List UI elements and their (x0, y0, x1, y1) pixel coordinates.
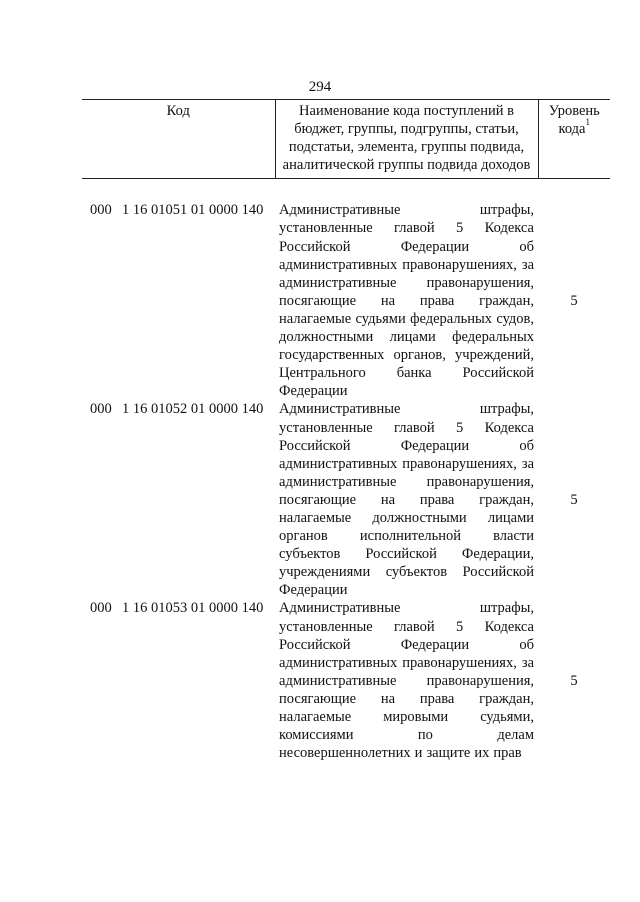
name-word: правонарушениях, (402, 654, 517, 671)
name-line (279, 328, 534, 346)
name-word: Федерации (400, 238, 470, 255)
name-word: субъектов (279, 546, 341, 563)
page-number: 294 (308, 79, 332, 95)
name-word: органов (279, 528, 328, 545)
name-word: должностными (372, 509, 467, 526)
name-word: за (521, 654, 535, 671)
name-line (279, 346, 534, 364)
name-word: главой (394, 419, 435, 436)
name-word: правонарушения, (426, 672, 535, 689)
name-line (279, 310, 534, 328)
table-row (82, 201, 610, 400)
name-line (279, 636, 534, 654)
name-line (279, 545, 534, 563)
name-word: Федерации (400, 437, 470, 454)
name-word: судов, (496, 310, 535, 327)
name-word: делам (497, 727, 535, 744)
name-word: за (521, 455, 535, 472)
name-word: и (414, 745, 423, 762)
name-line (279, 400, 534, 418)
name-line (279, 455, 534, 473)
name-word: власти (493, 528, 535, 545)
revenue-name-cell (275, 201, 538, 400)
name-word: Российской (279, 238, 351, 255)
name-word: граждан, (479, 292, 534, 309)
name-word: административные (279, 672, 397, 689)
name-word: федеральных (452, 329, 534, 346)
name-line (279, 654, 534, 672)
name-word: учреждений, (455, 347, 534, 364)
name-word: защите (426, 745, 471, 762)
name-word: налагаемые (279, 509, 352, 526)
name-line (279, 274, 534, 292)
name-line (279, 726, 534, 744)
name-word: административные (279, 274, 397, 291)
name-word: Административные (279, 600, 401, 617)
column-header-name: Наименование кода поступлений в бюджет, группы, подгруппы, статьи, подстатьи, элемента, группы подвида, аналитической группы подвида доходов (275, 100, 538, 179)
name-word: установленные (279, 618, 373, 635)
name-word: по (417, 727, 433, 744)
name-word: Российской (279, 437, 351, 454)
header-spacer (82, 179, 610, 202)
name-word: права (419, 690, 455, 707)
name-word: посягающие (279, 292, 357, 309)
name-word: мировыми (383, 709, 449, 725)
name-word: правонарушения, (426, 473, 535, 490)
name-line (279, 201, 534, 219)
name-word: субъектов (385, 564, 448, 581)
name-line (279, 364, 534, 382)
name-word: исполнительной (359, 528, 462, 545)
name-word: административные (279, 473, 397, 490)
name-word: Российской (365, 546, 437, 563)
name-word: Центрального (279, 365, 366, 382)
name-word: Российской (279, 636, 351, 653)
name-word: об (519, 636, 535, 653)
name-word: Российской (462, 365, 534, 382)
name-word: правонарушениях, (402, 455, 517, 472)
name-word: об (519, 238, 535, 255)
name-word: 5 (456, 618, 464, 635)
name-word: правонарушениях, (402, 256, 517, 273)
name-line (279, 690, 534, 708)
budget-revenue-codes-table (82, 99, 610, 762)
name-word: их (474, 745, 490, 762)
code-level-cell: 5 (570, 292, 578, 309)
name-word: Административные (279, 202, 401, 219)
table-row (82, 599, 610, 762)
name-word: Федерации (400, 636, 470, 653)
name-word: прав (493, 745, 522, 762)
name-word: на (380, 491, 396, 508)
name-word: 5 (456, 419, 464, 436)
name-line (279, 491, 534, 509)
name-word: банка (396, 365, 432, 382)
level-header-text: Уровень кода (548, 103, 600, 138)
name-line (279, 256, 534, 274)
table-row (82, 400, 610, 599)
name-word: штрафы, (479, 600, 535, 617)
level-header-footnote: 1 (585, 117, 590, 128)
name-word: за (521, 256, 535, 273)
name-word: учреждениями (279, 564, 371, 581)
revenue-name-cell (275, 400, 538, 599)
admin-code-cell: 000 (90, 202, 112, 219)
name-word: налагаемые (279, 709, 352, 725)
name-word: несовершеннолетних (279, 745, 411, 762)
name-word: лицами (487, 509, 535, 526)
revenue-code-cell: 1 16 01053 01 0000 140 (122, 600, 264, 617)
name-word: главой (394, 220, 435, 237)
name-word: Федерации (279, 582, 348, 599)
name-word: установленные (279, 419, 373, 436)
name-word: должностными (279, 329, 374, 346)
name-line (279, 473, 534, 491)
name-line (279, 581, 534, 599)
name-word: административных (279, 256, 398, 273)
name-word: правонарушения, (426, 274, 535, 291)
name-word: главой (394, 618, 435, 635)
name-word: Федерации, (461, 546, 535, 563)
name-word: административных (279, 455, 398, 472)
name-word: Кодекса (484, 618, 534, 635)
name-word: судьями, (480, 709, 534, 725)
name-word: права (419, 292, 455, 309)
code-level-cell: 5 (570, 491, 578, 508)
name-word: федеральных (410, 310, 492, 327)
name-line (279, 382, 534, 400)
name-word: Кодекса (484, 220, 534, 237)
name-line (279, 708, 534, 726)
name-line (279, 509, 534, 527)
name-line (279, 527, 534, 545)
admin-code-cell: 000 (90, 600, 112, 617)
name-word: комиссиями (279, 727, 354, 744)
table-body (82, 179, 610, 762)
name-word: на (380, 690, 396, 707)
name-word: Кодекса (484, 419, 534, 436)
name-word: установленные (279, 220, 373, 237)
name-word: государственных (279, 347, 385, 364)
name-word: штрафы, (479, 202, 535, 219)
revenue-name-cell (275, 599, 538, 762)
table-header (82, 100, 610, 179)
name-word: Административные (279, 401, 401, 418)
name-line (279, 744, 534, 762)
revenue-code-cell: 1 16 01052 01 0000 140 (122, 401, 264, 418)
name-word: граждан, (479, 491, 534, 508)
name-line (279, 672, 534, 690)
name-line (279, 618, 534, 636)
revenue-code-cell: 1 16 01051 01 0000 140 (122, 202, 264, 219)
name-word: административных (279, 654, 398, 671)
name-word: на (380, 292, 396, 309)
name-word: судьями (355, 310, 406, 327)
column-header-level (538, 100, 610, 179)
name-word: посягающие (279, 690, 357, 707)
name-word: граждан, (479, 690, 534, 707)
name-line (279, 238, 534, 256)
name-word: лицами (389, 329, 436, 346)
admin-code-cell: 000 (90, 401, 112, 418)
table-header-row (82, 100, 610, 179)
name-line (279, 563, 534, 581)
code-level-cell: 5 (570, 672, 578, 689)
name-word: налагаемые (279, 310, 352, 327)
name-line (279, 419, 534, 437)
name-word: органов, (393, 347, 446, 364)
name-line (279, 292, 534, 310)
name-line (279, 599, 534, 617)
name-word: Федерации (279, 383, 348, 400)
name-word: посягающие (279, 491, 357, 508)
name-line (279, 219, 534, 237)
name-line (279, 437, 534, 455)
name-word: Российской (462, 564, 534, 581)
column-header-code: Код (82, 100, 275, 179)
name-word: об (519, 437, 535, 454)
name-word: штрафы, (479, 401, 535, 418)
name-word: права (419, 491, 455, 508)
name-word: 5 (456, 220, 464, 237)
